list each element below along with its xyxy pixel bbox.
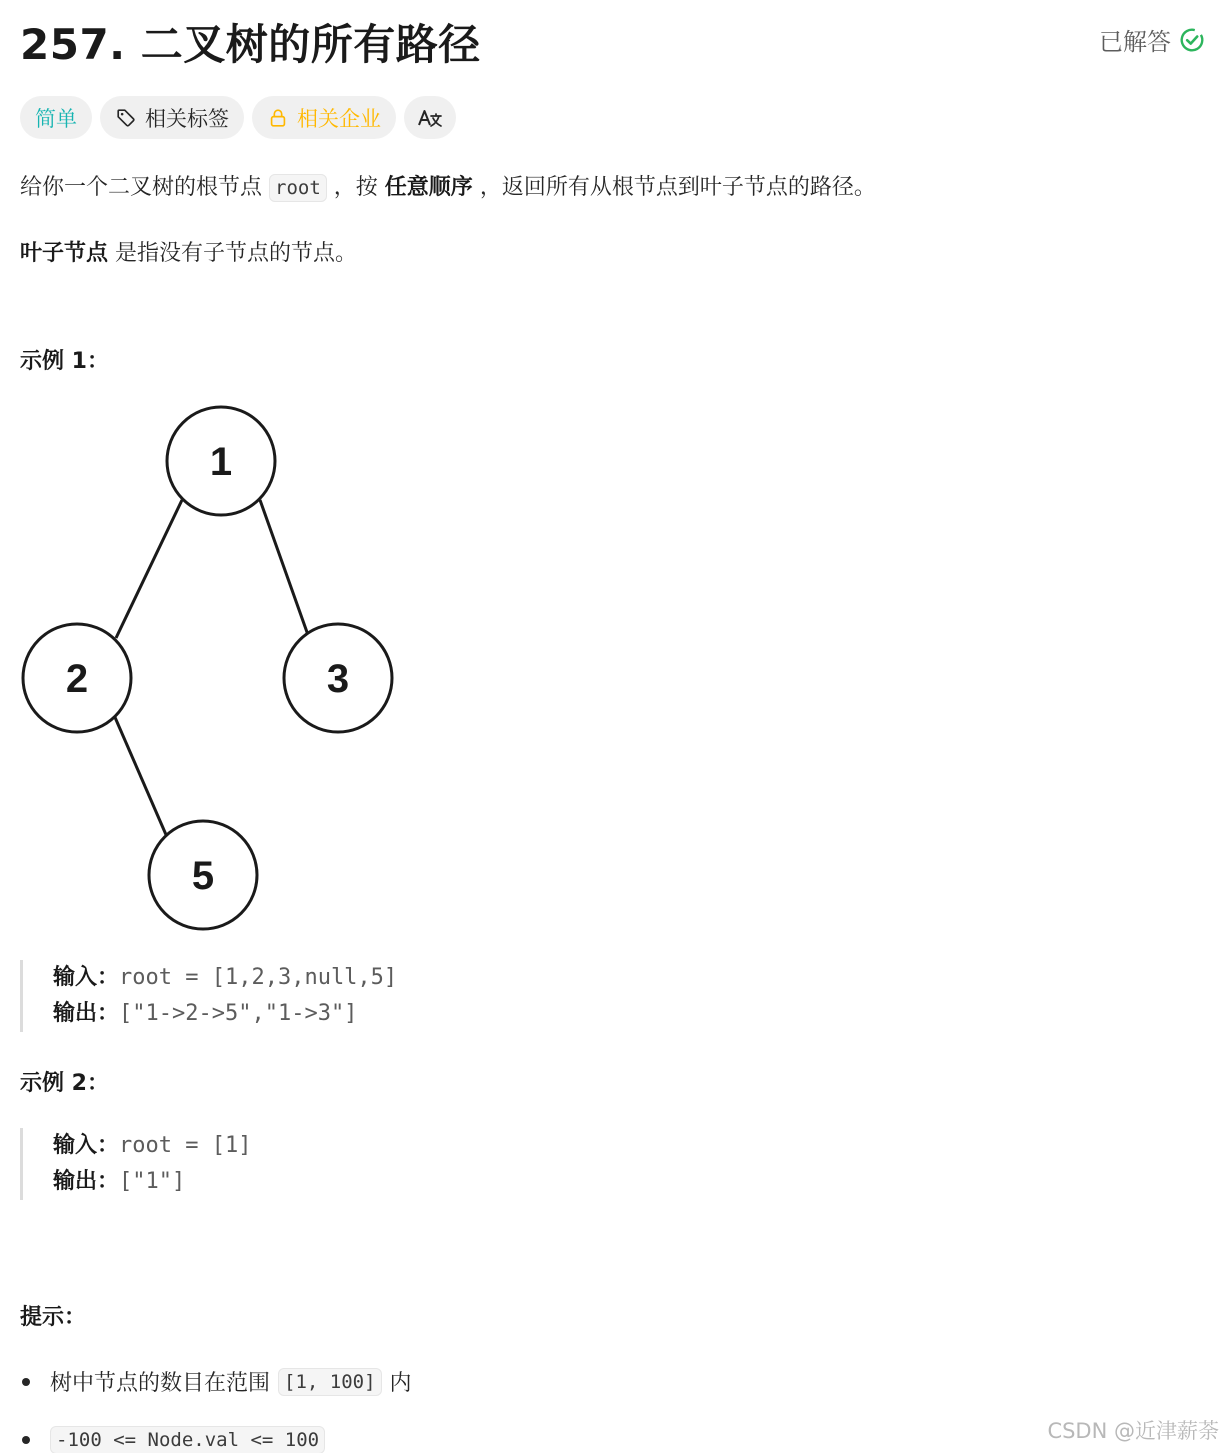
translate-button[interactable] bbox=[404, 96, 456, 139]
desc-bold: 任意顺序 bbox=[384, 175, 473, 200]
solved-label: 已解答 bbox=[1099, 28, 1171, 56]
desc-text: 给你一个二叉树的根节点 bbox=[20, 175, 263, 200]
related-companies-button[interactable] bbox=[252, 96, 396, 139]
solved-status bbox=[1099, 22, 1205, 57]
example-2-title: 示例 2： bbox=[20, 1071, 109, 1096]
binary-tree-diagram bbox=[0, 395, 400, 940]
hint-code: -100 <= Node.val <= 100 bbox=[50, 1426, 325, 1453]
example-1-input bbox=[53, 960, 397, 996]
desc-bold: 叶子节点 bbox=[20, 241, 109, 266]
example-1-io-block bbox=[20, 960, 397, 1032]
desc-text: ，返回所有从根节点到叶子节点的路径。 bbox=[479, 175, 876, 200]
hint-text: 树中节点的数目在范围 bbox=[50, 1371, 271, 1396]
input-label: 输入： bbox=[53, 1133, 120, 1158]
description-paragraph-1 bbox=[20, 172, 876, 204]
hint-code: [1, 100] bbox=[278, 1368, 382, 1396]
watermark: CSDN @近津薪荼 bbox=[1047, 1419, 1219, 1443]
output-label: 输出： bbox=[53, 1169, 120, 1194]
output-value: ["1->2->5","1->3"] bbox=[119, 1001, 358, 1026]
lock-icon bbox=[267, 107, 289, 129]
example-1-output bbox=[53, 996, 397, 1032]
related-companies-label: 相关企业 bbox=[297, 106, 381, 131]
code-root: root bbox=[269, 174, 327, 202]
hint-item-2 bbox=[22, 1426, 325, 1453]
example-2-output bbox=[53, 1164, 251, 1200]
tree-edge bbox=[116, 500, 182, 638]
example-2-input bbox=[53, 1128, 251, 1164]
problem-title: 257. 二叉树的所有路径 bbox=[20, 20, 481, 69]
tree-node-label: 1 bbox=[209, 440, 233, 484]
description-paragraph-2 bbox=[20, 238, 357, 270]
example-1-title: 示例 1： bbox=[20, 349, 109, 374]
hints-title: 提示： bbox=[20, 1305, 87, 1330]
input-value: root = [1,2,3,null,5] bbox=[119, 965, 398, 990]
tree-edge bbox=[260, 500, 308, 635]
bullet bbox=[22, 1436, 30, 1444]
input-value: root = [1] bbox=[119, 1133, 252, 1158]
output-label: 输出： bbox=[53, 1001, 120, 1026]
tree-node-label: 5 bbox=[191, 854, 215, 898]
example-2-io-block bbox=[20, 1128, 251, 1200]
related-tags-label: 相关标签 bbox=[145, 106, 229, 131]
desc-text: 是指没有子节点的节点。 bbox=[115, 241, 358, 266]
tree-node-label: 3 bbox=[326, 657, 350, 701]
difficulty-badge[interactable] bbox=[20, 96, 92, 139]
bullet bbox=[22, 1378, 30, 1386]
desc-text: ，按 bbox=[333, 175, 378, 200]
hint-item-1 bbox=[22, 1366, 412, 1397]
tree-edge bbox=[114, 715, 167, 837]
hint-text: 内 bbox=[389, 1371, 412, 1396]
tag-bar bbox=[20, 96, 456, 139]
tree-node-label: 2 bbox=[65, 657, 89, 701]
input-label: 输入： bbox=[53, 965, 120, 990]
output-value: ["1"] bbox=[119, 1169, 186, 1194]
check-circle-icon bbox=[1179, 27, 1205, 53]
tag-icon bbox=[115, 107, 137, 129]
related-tags-button[interactable] bbox=[100, 96, 244, 139]
difficulty-label: 简单 bbox=[35, 106, 77, 131]
translate-icon bbox=[417, 106, 443, 130]
